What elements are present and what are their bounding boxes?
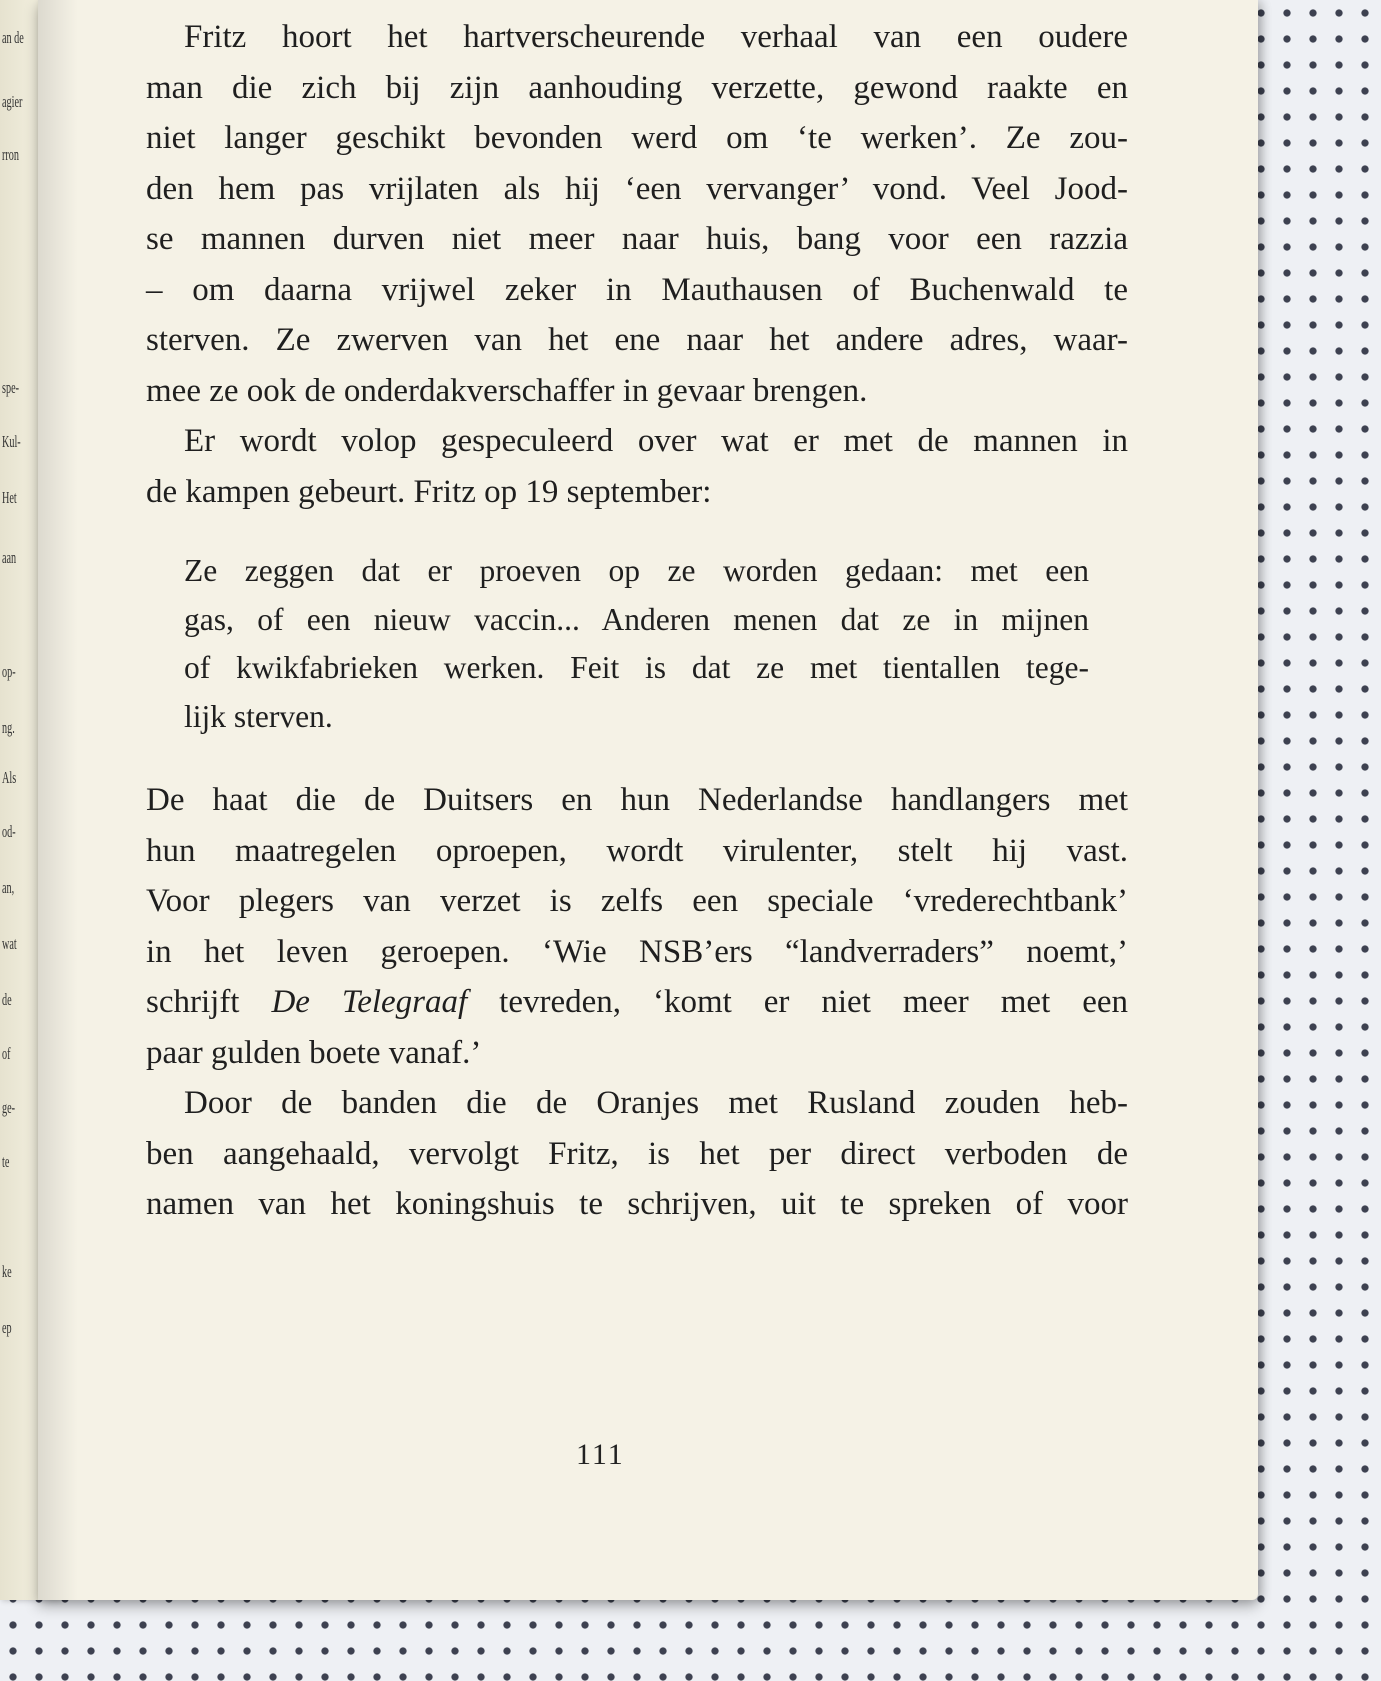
text-line: hun maatregelen oproepen, wordt virulenter, stelt hij vast. [146, 832, 1128, 869]
text-line: mee ze ook de onderdakverschaffer in gevaar brengen. [146, 372, 868, 409]
text-line [146, 927, 1128, 978]
text-line [146, 977, 1128, 1028]
text-line: den hem pas vrijlaten als hij ‘een vervanger’ vond. Veel Jood- [146, 170, 1128, 207]
left-page-fragment: Het [2, 488, 17, 507]
paragraph [146, 1078, 1128, 1230]
text-line: niet langer geschikt bevonden werd om ‘te werken’. Ze zou- [146, 120, 1128, 156]
text-line: de kampen gebeurt. Fritz op 19 september: [146, 473, 712, 510]
left-page-fragment: an, [2, 878, 15, 897]
quote-line: Ze zeggen dat er proeven op ze worden gedaan: met een [184, 553, 1089, 588]
text-fragment: ’ers “landverraders” noemt,’ [703, 933, 1128, 970]
left-page-fragment: ep [2, 1318, 12, 1337]
text-line: man die zich bij zijn aanhouding verzette, gewond raakte en [146, 69, 1128, 106]
left-page-fragment: rron [2, 145, 19, 164]
left-page-fragment: agier [2, 92, 23, 111]
left-page-fragment: Kul- [2, 432, 21, 451]
page-number: 111 [576, 1438, 625, 1471]
text-line: Er wordt volop gespeculeerd over wat er met de mannen in [184, 423, 1128, 459]
left-page-fragment: od- [2, 822, 16, 841]
text-line: – om daarna vrijwel zeker in Mauthausen of Buchenwald te [146, 271, 1128, 308]
block-quote [184, 547, 1089, 741]
paragraph [146, 416, 1128, 517]
left-page-fragment: ge- [2, 1098, 16, 1117]
left-page-fragment: te [2, 1152, 10, 1171]
text-line: De haat die de Duitsers en hun Nederlandse handlangers met [146, 782, 1128, 818]
quote-line: lijk sterven. [184, 698, 333, 734]
text-fragment: in het leven geroepen. ‘Wie [146, 933, 640, 970]
left-page-fragment: ke [2, 1262, 12, 1281]
quote-line: gas, of een nieuw vaccin... Anderen menen dat ze in mijnen [184, 601, 1089, 637]
text-line: Voor plegers van verzet is zelfs een speciale ‘vrederechtbank’ [146, 883, 1128, 919]
text-line: paar gulden boete vanaf.’ [146, 1034, 482, 1071]
text-line: namen van het koningshuis te schrijven, uit te spreken of voor [146, 1186, 1128, 1222]
book-page [38, 0, 1258, 1600]
paragraph [146, 775, 1128, 1078]
left-page-fragment: op- [2, 662, 16, 681]
left-page-fragment: of [2, 1044, 11, 1063]
text-fragment: tevreden, ‘komt er niet meer met een [467, 984, 1128, 1020]
left-page-fragment: an de [2, 28, 24, 47]
text-line: ben aangehaald, vervolgt Fritz, is het per direct verboden de [146, 1135, 1128, 1172]
paragraph [146, 12, 1128, 416]
text-fragment: schrijft [146, 984, 272, 1020]
text-line: Fritz hoort het hartverscheurende verhaal van een oudere [184, 19, 1128, 55]
abbreviation-nsb: NSB [639, 933, 704, 970]
left-page-fragment: wat [2, 934, 17, 953]
text-line: se mannen durven niet meer naar huis, bang voor een razzia [146, 221, 1128, 257]
text-line: Door de banden die de Oranjes met Rusland zouden heb- [184, 1085, 1128, 1121]
left-page-fragment: spe- [2, 378, 19, 397]
left-page-fragment: de [2, 990, 12, 1009]
quote-line: of kwikfabrieken werken. Feit is dat ze met tientallen tege- [184, 650, 1089, 685]
left-page-fragment: ng. [2, 718, 15, 737]
text-line: sterven. Ze zwerven van het ene naar het andere adres, waar- [146, 322, 1128, 358]
body-text [146, 12, 1128, 1230]
newspaper-title: De Telegraaf [271, 984, 468, 1020]
left-page-fragment: aan [2, 548, 17, 567]
left-page-fragment: Als [2, 768, 17, 787]
